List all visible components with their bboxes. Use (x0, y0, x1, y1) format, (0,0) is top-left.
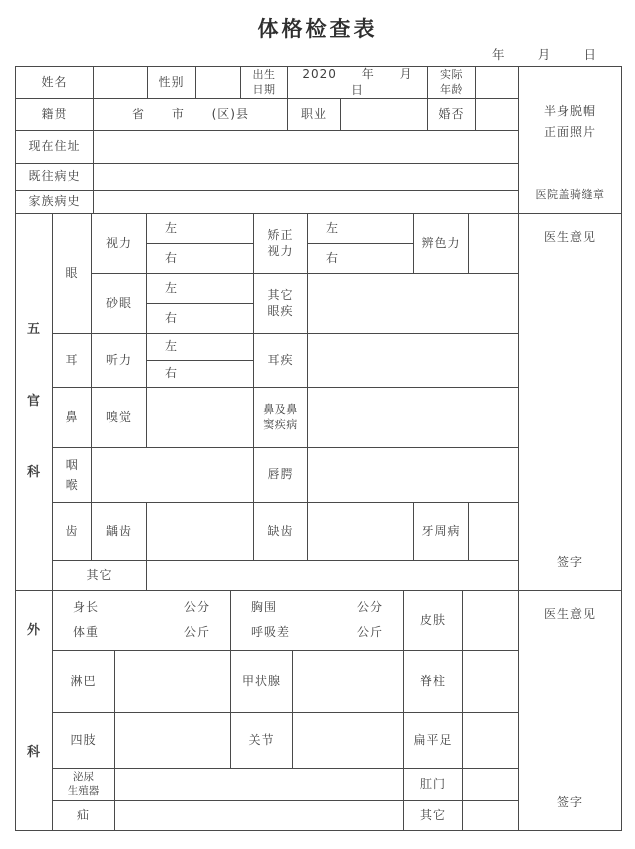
weight-row (53, 625, 230, 641)
throat-field[interactable] (92, 448, 254, 503)
thyroid-label: 甲状腺 (231, 651, 293, 713)
header-day-label: 日 (583, 47, 596, 62)
gender-field[interactable] (196, 67, 241, 99)
corrected-right-field[interactable]: 右 (308, 244, 414, 274)
family-history-label: 家族病史 (16, 191, 94, 214)
ent-doctor-opinion-label: 医生意见 (543, 230, 596, 244)
spine-field[interactable] (463, 651, 519, 713)
flat-foot-field[interactable] (463, 713, 519, 769)
section-label-ent: 五 官 科 (16, 214, 53, 591)
height-weight-cell[interactable] (53, 591, 231, 651)
past-history-label: 既往病史 (16, 164, 94, 191)
header-year-label: 年 (492, 47, 505, 62)
marital-label: 婚否 (428, 99, 476, 131)
family-history-field[interactable] (94, 191, 519, 214)
address-label: 现在住址 (16, 131, 94, 164)
section-label-surgery: 外 科 (16, 591, 53, 831)
ent-opinion-box (519, 214, 622, 591)
nose-sinus-label: 鼻及鼻 窦疾病 (254, 388, 308, 448)
ent-other-label: 其它 (53, 561, 147, 591)
lymph-label: 淋巴 (53, 651, 115, 713)
name-label: 姓名 (16, 67, 94, 99)
lip-palate-field[interactable] (308, 448, 519, 503)
vision-right-field[interactable]: 右 (147, 244, 254, 274)
caries-label: 龋齿 (92, 503, 147, 561)
native-place-field[interactable]: 省 市 (区)县 (94, 99, 288, 131)
smell-label: 嗅觉 (92, 388, 147, 448)
height-unit: 公分 (183, 600, 210, 615)
name-field[interactable] (94, 67, 148, 99)
skin-field[interactable] (463, 591, 519, 651)
limbs-field[interactable] (115, 713, 231, 769)
occupation-field[interactable] (341, 99, 428, 131)
chest-label: 胸围 (251, 600, 278, 615)
trachoma-label: 砂眼 (92, 274, 147, 334)
surgery-other-label: 其它 (404, 801, 463, 831)
tooth-label: 齿 (53, 503, 92, 561)
occupation-label: 职业 (288, 99, 341, 131)
actual-age-field[interactable] (476, 67, 519, 99)
joint-field[interactable] (293, 713, 404, 769)
surgery-other-field[interactable] (463, 801, 519, 831)
eye-label: 眼 (53, 214, 92, 334)
vision-label: 视力 (92, 214, 147, 274)
page-title: 体格检查表 (257, 17, 378, 41)
ent-other-field[interactable] (147, 561, 519, 591)
hernia-label: 疝 (53, 801, 115, 831)
breath-diff-row (231, 625, 403, 641)
hernia-field[interactable] (115, 801, 404, 831)
other-eye-label: 其它 眼疾 (254, 274, 308, 334)
vision-left-field[interactable]: 左 (147, 214, 254, 244)
surgery-signature-label[interactable]: 签字 (556, 795, 583, 810)
weight-label: 体重 (73, 625, 100, 640)
header-date-line (492, 45, 596, 63)
actual-age-label: 实际 年龄 (428, 67, 476, 99)
birth-date-label: 出生 日期 (241, 67, 288, 99)
breath-diff-label: 呼吸差 (251, 625, 291, 640)
nose-sinus-field[interactable] (308, 388, 519, 448)
anus-label: 肛门 (404, 769, 463, 801)
limbs-label: 四肢 (53, 713, 115, 769)
surgery-doctor-opinion-label: 医生意见 (543, 607, 596, 621)
color-vision-field[interactable] (469, 214, 519, 274)
missing-teeth-field[interactable] (308, 503, 414, 561)
skin-label: 皮肤 (404, 591, 463, 651)
header-month-label: 月 (537, 47, 551, 62)
urogenital-field[interactable] (115, 769, 404, 801)
photo-note: 半身脱帽 正面照片 (543, 104, 596, 139)
breath-diff-unit: 公斤 (356, 625, 383, 640)
other-eye-field[interactable] (308, 274, 519, 334)
address-field[interactable] (94, 131, 519, 164)
trachoma-right-field[interactable]: 右 (147, 304, 254, 334)
ent-signature-label[interactable]: 签字 (556, 555, 583, 570)
throat-label: 咽喉 (53, 448, 92, 503)
spine-label: 脊柱 (404, 651, 463, 713)
hearing-label: 听力 (92, 334, 147, 388)
hospital-seal-note: 医院盖骑缝章 (535, 187, 605, 201)
nose-label: 鼻 (53, 388, 92, 448)
trachoma-left-field[interactable]: 左 (147, 274, 254, 304)
color-vision-label: 辨色力 (414, 214, 469, 274)
thyroid-field[interactable] (293, 651, 404, 713)
ear-disease-label: 耳疾 (254, 334, 308, 388)
lip-palate-label: 唇腭 (254, 448, 308, 503)
periodontal-field[interactable] (469, 503, 519, 561)
form-table (15, 66, 622, 831)
ear-disease-field[interactable] (308, 334, 519, 388)
chest-breath-cell[interactable] (231, 591, 404, 651)
height-label: 身长 (73, 600, 100, 615)
hearing-right-field[interactable]: 右 (147, 361, 254, 388)
urogenital-label: 泌尿 生殖器 (53, 769, 115, 801)
chest-unit: 公分 (356, 600, 383, 615)
corrected-vision-label: 矫正 视力 (254, 214, 308, 274)
periodontal-label: 牙周病 (414, 503, 469, 561)
chest-row (231, 600, 403, 616)
past-history-field[interactable] (94, 164, 519, 191)
missing-teeth-label: 缺齿 (254, 503, 308, 561)
smell-field[interactable] (147, 388, 254, 448)
surgery-opinion-box (519, 591, 622, 831)
birth-date-field[interactable]: 2020 年 月 日 (288, 67, 428, 99)
gender-label: 性别 (148, 67, 196, 99)
photo-box (519, 67, 622, 214)
weight-unit: 公斤 (183, 625, 210, 640)
caries-field[interactable] (147, 503, 254, 561)
flat-foot-label: 扁平足 (404, 713, 463, 769)
height-row (53, 600, 230, 616)
hearing-left-field[interactable]: 左 (147, 334, 254, 361)
native-place-label: 籍贯 (16, 99, 94, 131)
ear-label: 耳 (53, 334, 92, 388)
corrected-left-field[interactable]: 左 (308, 214, 414, 244)
lymph-field[interactable] (115, 651, 231, 713)
marital-field[interactable] (476, 99, 519, 131)
anus-field[interactable] (463, 769, 519, 801)
joint-label: 关节 (231, 713, 293, 769)
